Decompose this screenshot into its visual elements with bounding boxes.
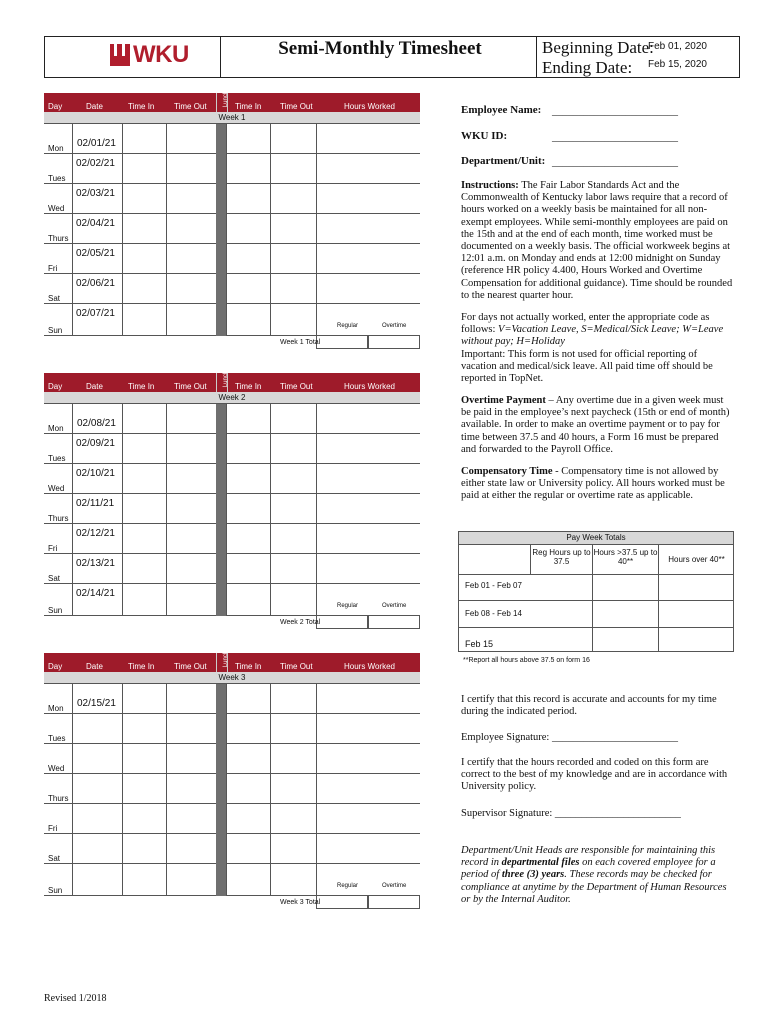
day-label: Tues: [48, 174, 66, 183]
overtime-total-box[interactable]: [368, 895, 420, 909]
table-row: [44, 744, 420, 774]
overtime-label: Overtime: [382, 603, 407, 609]
col-header-lunch: Lunch: [223, 90, 230, 108]
col-header-time-in: Time In: [128, 382, 155, 391]
table-row: [44, 524, 420, 554]
day-label: Fri: [48, 544, 58, 553]
column-divider: [122, 124, 123, 336]
table-row: [44, 494, 420, 524]
codes-paragraph: [461, 312, 733, 385]
wku-cupola-icon: [110, 44, 130, 66]
week-grid: [44, 403, 420, 616]
table-row: [44, 274, 420, 304]
column-divider: [122, 684, 123, 896]
date-cell[interactable]: 02/09/21: [76, 438, 115, 449]
day-label: Fri: [48, 264, 58, 273]
important-note: Important: This form is not used for official reporting of vacation and medical/sick leave. All paid time off should be reported in TopNet.: [461, 348, 713, 385]
table-row: [44, 554, 420, 584]
regular-total-box[interactable]: [316, 615, 368, 629]
column-divider: [270, 404, 271, 616]
day-label: Mon: [48, 144, 64, 153]
comp-paragraph: [461, 466, 733, 503]
col-header-time-out: Time Out: [174, 102, 207, 111]
retention-text: . These records may be checked for compliance at anytime by the Department of Human Resources or by the Internal Auditor.: [461, 869, 727, 905]
retention-bold: three (3) years: [501, 869, 565, 881]
ending-date-value[interactable]: Feb 15, 2020: [648, 59, 707, 70]
column-divider: [316, 124, 317, 336]
date-cell[interactable]: 02/13/21: [76, 558, 115, 569]
day-label: Wed: [48, 764, 65, 773]
day-label: Thurs: [48, 514, 69, 523]
page-title: Semi-Monthly Timesheet: [278, 38, 482, 59]
table-row: [44, 714, 420, 744]
week-label: Week 3: [44, 672, 420, 683]
retention-paragraph: [461, 845, 733, 906]
overtime-paragraph: [461, 395, 733, 456]
table-row: [44, 584, 420, 616]
codes-intro: For days not actually worked, enter the appropriate code as follows:: [461, 312, 710, 336]
week-total-label: Week 3 Total: [280, 899, 321, 906]
pay-row-week3: Feb 15: [465, 639, 494, 649]
col-header-time-out2: Time Out: [280, 382, 313, 391]
col-header-hours-worked: Hours Worked: [344, 662, 395, 671]
table-row: [44, 184, 420, 214]
pay-row-week1: Feb 01 - Feb 07: [465, 581, 522, 590]
beginning-date-label: Beginning Date:: [542, 38, 654, 57]
column-divider: [122, 404, 123, 616]
day-label: Sat: [48, 854, 61, 863]
lunch-column: [216, 124, 226, 336]
date-cell[interactable]: 02/14/21: [76, 588, 115, 599]
pay-table-title: Pay Week Totals: [459, 532, 733, 545]
col-header-hours-worked: Hours Worked: [344, 102, 395, 111]
table-row: [44, 834, 420, 864]
table-row: [44, 154, 420, 184]
instructions-paragraph: [461, 180, 733, 302]
pay-row-week2: Feb 08 - Feb 14: [465, 609, 522, 618]
employee-signature-field[interactable]: Employee Signature: ________________________: [461, 732, 678, 743]
day-label: Sat: [48, 294, 61, 303]
date-cell[interactable]: 02/12/21: [76, 528, 115, 539]
day-label: Sun: [48, 606, 63, 615]
col-header-date: Date: [86, 382, 103, 391]
col-header-lunch: Lunch: [223, 370, 230, 388]
table-row: [44, 244, 420, 274]
lunch-column: [216, 404, 226, 616]
column-divider: [166, 404, 167, 616]
column-divider: [316, 684, 317, 896]
regular-total-box[interactable]: [316, 895, 368, 909]
col-header-lunch: Lunch: [223, 650, 230, 668]
overtime-total-box[interactable]: [368, 615, 420, 629]
comp-label: Compensatory Time: [461, 466, 553, 477]
column-divider: [270, 684, 271, 896]
overtime-label: Overtime Payment: [461, 395, 546, 406]
date-cell[interactable]: 02/05/21: [76, 248, 115, 259]
date-cell[interactable]: 02/04/21: [76, 218, 115, 229]
col-header-time-in: Time In: [128, 102, 155, 111]
table-row: [44, 684, 420, 714]
day-label: Tues: [48, 454, 66, 463]
employee-certify-text: I certify that this record is accurate and accounts for my time during the indicated period.: [461, 694, 717, 718]
col-header-date: Date: [86, 662, 103, 671]
day-label: Thurs: [48, 234, 69, 243]
pay-col-overtime-37: Hours >37.5 up to 40**: [593, 548, 658, 566]
column-divider: [226, 684, 227, 896]
wku-id-label: WKU ID:: [461, 130, 508, 142]
overtime-text: – Any overtime due in a given week must be paid in the employee’s next paycheck (15th or end of month) available. In order to make an overtime payment or to pay for time between 37.5 and 40 hours, a Form 16 must be prepared and forwarded to the Payroll Office.: [461, 395, 730, 455]
day-label: Sun: [48, 886, 63, 895]
column-divider: [166, 684, 167, 896]
col-header-time-in2: Time In: [235, 102, 262, 111]
column-divider: [270, 124, 271, 336]
instructions-label: Instructions:: [461, 180, 519, 191]
date-cell[interactable]: 02/15/21: [77, 698, 116, 709]
week-grid: [44, 683, 420, 896]
day-label: Tues: [48, 734, 66, 743]
day-label: Wed: [48, 204, 65, 213]
col-header-time-in2: Time In: [235, 382, 262, 391]
supervisor-signature-field[interactable]: Supervisor Signature: ________________________: [461, 808, 681, 819]
column-divider: [226, 124, 227, 336]
table-row: [44, 464, 420, 494]
date-cell[interactable]: 02/07/21: [76, 308, 115, 319]
col-header-day: Day: [48, 382, 63, 391]
day-label: Fri: [48, 824, 58, 833]
date-cell[interactable]: 02/01/21: [77, 138, 116, 149]
col-header-day: Day: [48, 662, 63, 671]
col-header-time-out: Time Out: [174, 382, 207, 391]
instructions-text: The Fair Labor Standards Act and the Commonwealth of Kentucky labor laws require that a record of hours worked on a weekly basis be maintained for all non-exempt employees. While semi-monthly employees are paid on the 15th and at the end of each month, time worked must be documented on a weekly basis. The official workweek begins at 12:01 a.m. on Monday and ends at 12:00 midnight on Sunday (reference HR policy 4.400, Hours Worked and Overtime Compensation for additional guidance). Time should be rounded to the nearest quarter hour.: [461, 180, 733, 301]
col-header-time-in: Time In: [128, 662, 155, 671]
column-divider: [166, 124, 167, 336]
department-label: Department/Unit:: [461, 155, 546, 167]
day-label: Mon: [48, 424, 64, 433]
ending-date-label: Ending Date:: [542, 58, 633, 77]
table-row: [44, 124, 420, 154]
day-label: Sun: [48, 326, 63, 335]
day-label: Mon: [48, 704, 64, 713]
week-label: Week 2: [44, 392, 420, 403]
retention-bold: departmental files: [501, 857, 580, 869]
retention-text: on each covered employee for a period of: [461, 857, 716, 881]
regular-label: Regular: [337, 323, 359, 329]
regular-label: Regular: [337, 603, 359, 609]
regular-total-box[interactable]: [316, 335, 368, 349]
table-row: [44, 804, 420, 834]
table-row: [44, 864, 420, 896]
column-divider: [316, 404, 317, 616]
table-row: [44, 774, 420, 804]
col-header-time-out2: Time Out: [280, 662, 313, 671]
employee-name-label: Employee Name:: [461, 104, 542, 116]
comp-text: - Compensatory time is not allowed by either state law or University policy. All hours worked must be paid at either the regular or overtime rate as applicable.: [461, 466, 725, 502]
overtime-label: Overtime: [382, 883, 407, 889]
date-cell[interactable]: 02/02/21: [76, 158, 115, 169]
day-label: Sat: [48, 574, 61, 583]
revised-date: Revised 1/2018: [44, 993, 107, 1004]
codes-list: V=Vacation Leave, S=Medical/Sick Leave; W=Leave without pay; H=Holiday: [461, 324, 724, 348]
column-divider: [72, 404, 73, 616]
pay-table-note: **Report all hours above 37.5 on form 16: [463, 657, 590, 664]
wku-id-field[interactable]: ________________________: [552, 132, 678, 143]
beginning-date-value[interactable]: Feb 01, 2020: [648, 41, 707, 52]
day-label: Wed: [48, 484, 65, 493]
date-cell[interactable]: 02/08/21: [77, 418, 116, 429]
col-header-date: Date: [86, 102, 103, 111]
table-row: [44, 304, 420, 336]
column-divider: [72, 684, 73, 896]
col-header-day: Day: [48, 102, 63, 111]
col-header-hours-worked: Hours Worked: [344, 382, 395, 391]
table-row: [44, 214, 420, 244]
table-row: [44, 404, 420, 434]
week-grid: [44, 123, 420, 336]
retention-text: Department/Unit Heads are responsible for maintaining this record in: [461, 845, 716, 869]
col-header-time-out: Time Out: [174, 662, 207, 671]
date-cell[interactable]: 02/10/21: [76, 468, 115, 479]
department-field[interactable]: ________________________: [552, 157, 678, 168]
overtime-total-box[interactable]: [368, 335, 420, 349]
week-label: Week 1: [44, 112, 420, 123]
overtime-label: Overtime: [382, 323, 407, 329]
logo-text: WKU: [133, 41, 189, 68]
week-total-label: Week 2 Total: [280, 619, 321, 626]
col-header-time-out2: Time Out: [280, 102, 313, 111]
col-header-time-in2: Time In: [235, 662, 262, 671]
pay-col-over-40: Hours over 40**: [668, 555, 725, 564]
column-divider: [226, 404, 227, 616]
date-cell[interactable]: 02/11/21: [76, 498, 115, 509]
day-label: Thurs: [48, 794, 69, 803]
employee-name-field[interactable]: ________________________: [552, 106, 678, 117]
date-cell[interactable]: 02/06/21: [76, 278, 115, 289]
table-row: [44, 434, 420, 464]
date-cell[interactable]: 02/03/21: [76, 188, 115, 199]
wku-logo: [110, 40, 189, 70]
pay-col-regular: Reg Hours up to 37.5: [532, 548, 591, 566]
week-total-label: Week 1 Total: [280, 339, 321, 346]
regular-label: Regular: [337, 883, 359, 889]
supervisor-certify-text: I certify that the hours recorded and coded on this form are correct to the best of my knowledge and are in accordance with University policy.: [461, 757, 728, 793]
lunch-column: [216, 684, 226, 896]
column-divider: [72, 124, 73, 336]
